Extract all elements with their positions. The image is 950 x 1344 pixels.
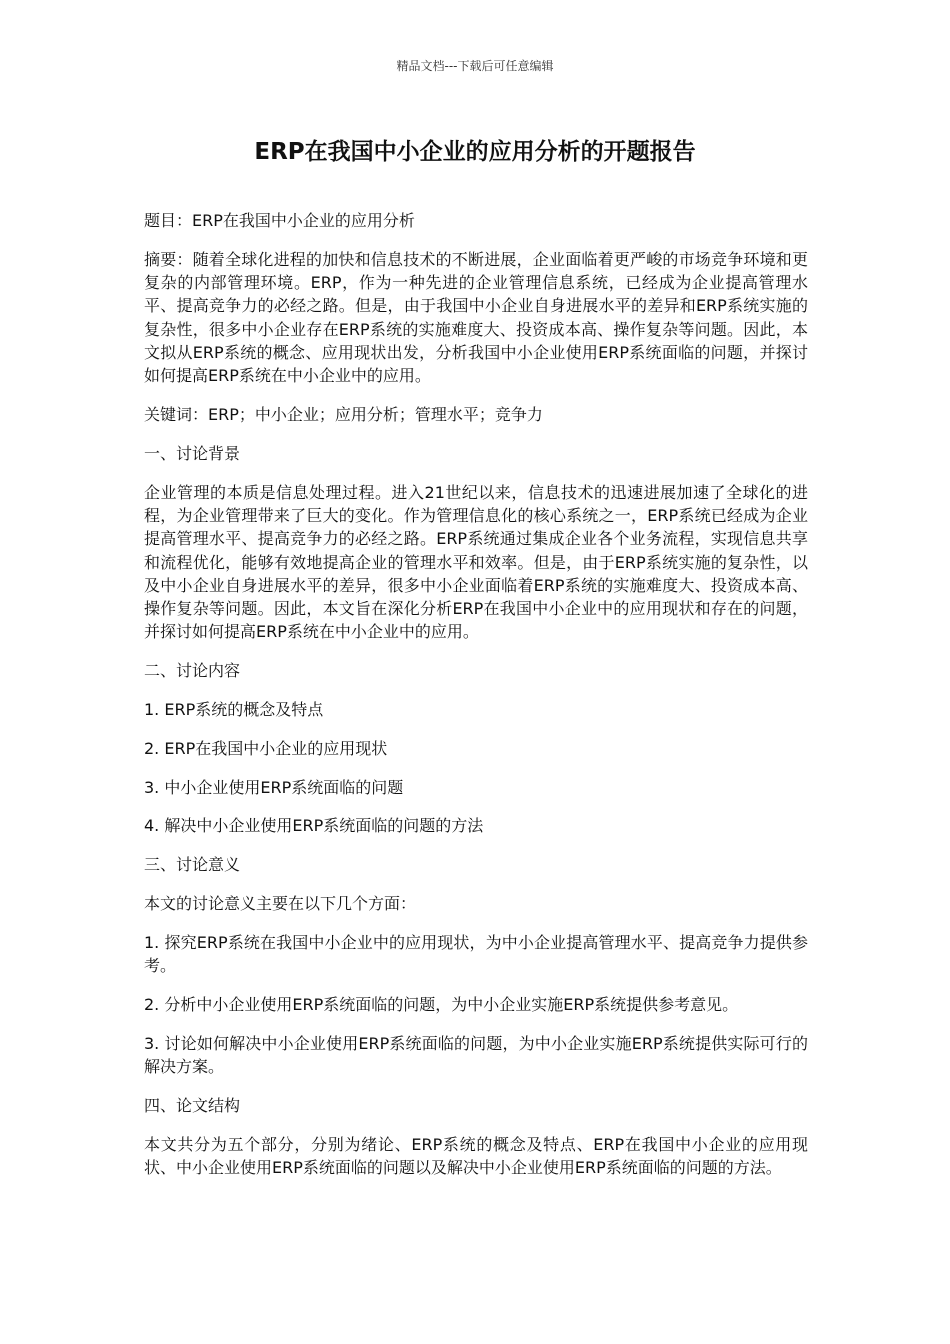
significance-item-2: 2. 分析中小企业使用ERP系统面临的问题，为中小企业实施ERP系统提供参考意见。: [144, 994, 739, 1014]
significance-intro: 本文的讨论意义主要在以下几个方面：: [144, 894, 417, 914]
structure-paragraph: 本文共分为五个部分，分别为绪论、ERP系统的概念及特点、ERP在我国中小企业的应用现状、中小企业使用ERP系统面临的问题以及解决中小企业使用ERP系统面临的问题的方法。: [144, 1134, 808, 1177]
section-heading-significance: 三、讨论意义: [144, 855, 241, 875]
content-item-1: 1. ERP系统的概念及特点: [144, 700, 324, 720]
document-title: ERP在我国中小企业的应用分析的开题报告: [254, 139, 696, 165]
document-body: [144, 209, 808, 1195]
topic-line: 题目：ERP在我国中小企业的应用分析: [144, 211, 415, 230]
content-item-4: 4. 解决中小企业使用ERP系统面临的问题的方法: [144, 816, 484, 836]
background-paragraph: 企业管理的本质是信息处理过程。进入21世纪以来，信息技术的迅速进展加速了全球化的进程，为企业管理带来了巨大的变化。作为管理信息化的核心系统之一，ERP系统已经成为企业提高管理水平、提高竞争力的必经之路。ERP系统通过集成企业各个业务流程，实现信息共享和流程优化，能够有效地提高企业的管理水平和效率。但是，由于ERP系统实施的复杂性，以及中小企业自身进展水平的差异，很多中小企业面临着ERP系统的实施难度大、投资成本高、操作复杂等问题。因此，本文旨在深化分析ERP在我国中小企业中的应用现状和存在的问题，并探讨如何提高ERP系统在中小企业中的应用。: [144, 482, 808, 642]
section-heading-content: 二、讨论内容: [144, 661, 241, 681]
section-heading-structure: 四、论文结构: [144, 1095, 241, 1115]
section-heading-background: 一、讨论背景: [144, 443, 241, 463]
content-item-2: 2. ERP在我国中小企业的应用现状: [144, 738, 388, 758]
keywords-line: 关键词：ERP；中小企业；应用分析；管理水平；竞争力: [144, 405, 543, 425]
abstract-paragraph: 摘要：随着全球化进程的加快和信息技术的不断进展，企业面临着更严峻的市场竞争环境和更复杂的内部管理环境。ERP，作为一种先进的企业管理信息系统，已经成为企业提高管理水平、提高竞争力的必经之路。但是，由于我国中小企业自身进展水平的差异和ERP系统实施的复杂性，很多中小企业存在ERP系统的实施难度大、投资成本高、操作复杂等问题。因此，本文拟从ERP系统的概念、应用现状出发，分析我国中小企业使用ERP系统面临的问题，并探讨如何提高ERP系统在中小企业中的应用。: [144, 249, 808, 386]
content-item-3: 3. 中小企业使用ERP系统面临的问题: [144, 777, 404, 797]
page-header-note: 精品文档---下载后可任意编辑: [396, 59, 554, 73]
significance-item-1: 1. 探究ERP系统在我国中小企业中的应用现状，为中小企业提高管理水平、提高竞争力提供参考。: [144, 932, 808, 976]
significance-item-3: 3. 讨论如何解决中小企业使用ERP系统面临的问题，为中小企业实施ERP系统提供实际可行的解决方案。: [144, 1033, 808, 1077]
